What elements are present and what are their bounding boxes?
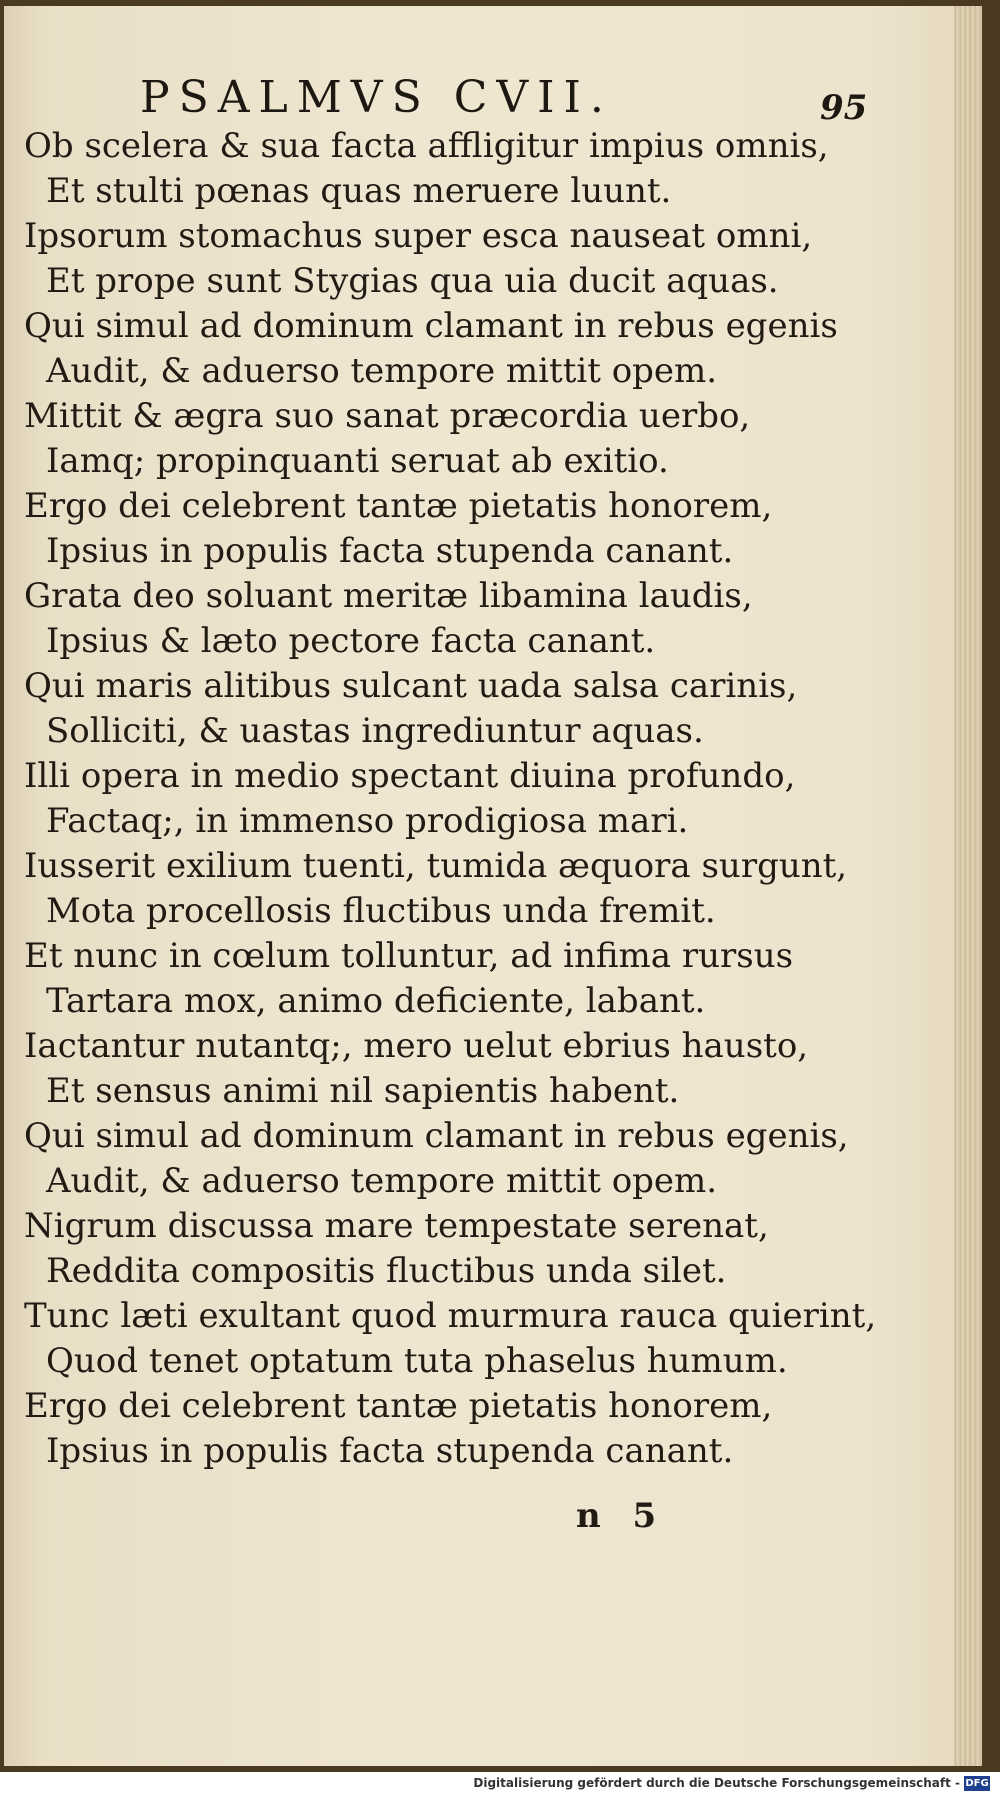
- verse-line: Tunc læti exultant quod murmura rauca quierint,: [24, 1296, 877, 1336]
- psalm-title: PSALMVS CVII.: [140, 72, 613, 123]
- verse-text: [4, 124, 964, 1474]
- verse-line: Tartara mox, animo deficiente, labant.: [46, 981, 706, 1021]
- verse-line: Qui maris alitibus sulcant uada salsa carinis,: [24, 666, 798, 706]
- verse-line: Audit, & aduerso tempore mittit opem.: [46, 1161, 718, 1201]
- verse-line: Grata deo soluant meritæ libamina laudis,: [24, 576, 753, 616]
- verse-line: Solliciti, & uastas ingrediuntur aquas.: [46, 711, 704, 751]
- footer-bar: [0, 1772, 1000, 1796]
- verse-line: Et nunc in cœlum tolluntur, ad infima rursus: [24, 936, 794, 976]
- verse-line: Qui simul ad dominum clamant in rebus egenis,: [24, 1116, 849, 1156]
- verse-line: Ipsorum stomachus super esca nauseat omni,: [24, 216, 813, 256]
- verse-line: Mota procellosis fluctibus unda fremit.: [46, 891, 716, 931]
- signature-mark: n 5: [576, 1496, 667, 1536]
- verse-line: Reddita compositis fluctibus unda silet.: [46, 1251, 727, 1291]
- verse-line: Factaq;, in immenso prodigiosa mari.: [46, 801, 689, 841]
- funding-credit: Digitalisierung gefördert durch die Deutsche Forschungsgemeinschaft -: [473, 1776, 960, 1790]
- verse-line: Et sensus animi nil sapientis habent.: [46, 1071, 680, 1111]
- verse-line: Quod tenet optatum tuta phaselus humum.: [46, 1341, 788, 1381]
- verse-line: Mittit & ægra suo sanat præcordia uerbo,: [24, 396, 751, 436]
- verse-line: Iusserit exilium tuenti, tumida æquora surgunt,: [24, 846, 848, 886]
- verse-line: Ergo dei celebrent tantæ pietatis honorem,: [24, 486, 773, 526]
- verse-line: Ipsius in populis facta stupenda canant.: [46, 1431, 734, 1471]
- verse-line: Qui simul ad dominum clamant in rebus egenis: [24, 306, 838, 346]
- running-header: [4, 72, 964, 132]
- verse-line: Ob scelera & sua facta affligitur impius omnis,: [24, 126, 829, 166]
- verse-line: Et stulti pœnas quas meruere luunt.: [46, 171, 672, 211]
- verse-line: Ipsius in populis facta stupenda canant.: [46, 531, 734, 571]
- verse-line: Ergo dei celebrent tantæ pietatis honorem,: [24, 1386, 773, 1426]
- verse-line: Iactantur nutantq;, mero uelut ebrius hausto,: [24, 1026, 809, 1066]
- dfg-logo: DFG: [965, 1778, 989, 1789]
- verse-line: Et prope sunt Stygias qua uia ducit aquas.: [46, 261, 779, 301]
- verse-line: Audit, & aduerso tempore mittit opem.: [46, 351, 718, 391]
- verse-line: Illi opera in medio spectant diuina profundo,: [24, 756, 796, 796]
- verse-line: Nigrum discussa mare tempestate serenat,: [24, 1206, 769, 1246]
- verse-line: Ipsius & læto pectore facta canant.: [46, 621, 656, 661]
- book-page: [4, 6, 982, 1766]
- page-number: 95: [820, 88, 868, 128]
- verse-line: Iamq; propinquanti seruat ab exitio.: [46, 441, 669, 481]
